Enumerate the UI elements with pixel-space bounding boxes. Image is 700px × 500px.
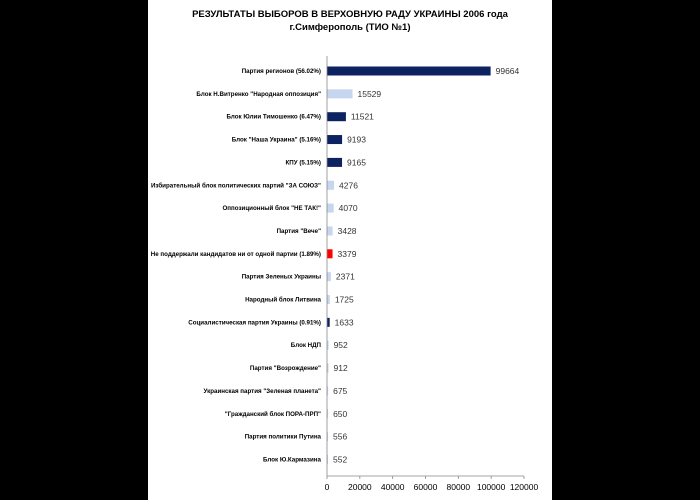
category-label: Партия регионов (56.02%) (241, 68, 321, 75)
data-label: 4276 (339, 180, 358, 191)
data-label: 11521 (350, 111, 374, 122)
data-label: 912 (333, 363, 348, 374)
data-label: 675 (333, 385, 348, 396)
bar (327, 135, 342, 144)
bar (327, 67, 491, 76)
bar (327, 295, 330, 304)
x-tick-label: 0 (324, 482, 330, 492)
x-tick-label: 60000 (413, 482, 438, 492)
data-label: 556 (333, 431, 348, 442)
category-label: Партия Зеленых Украины (241, 273, 321, 281)
x-tick-label: 100000 (476, 482, 506, 492)
chart-title: РЕЗУЛЬТАТЫ ВЫБОРОВ В ВЕРХОВНУЮ РАДУ УКРАИНЫ 2006 года (192, 9, 508, 20)
category-label: Партия политики Путина (244, 433, 321, 441)
category-label: Блок НДП (290, 342, 321, 350)
category-label: Блок Ю.Кармазина (262, 456, 321, 464)
data-label: 99664 (495, 66, 520, 76)
category-label: Блок "Наша Украина" (5.16%) (231, 136, 321, 144)
category-label: Народный блок Литвина (245, 296, 321, 304)
bar (327, 112, 346, 121)
data-label: 4070 (338, 203, 358, 214)
category-label: Партия "Возрождение" (249, 365, 321, 373)
bar (327, 249, 333, 258)
data-label: 3379 (337, 248, 357, 259)
category-label: "Гражданский блок ПОРА-ПРП" (224, 410, 321, 418)
x-tick-label: 20000 (348, 482, 372, 492)
x-tick-label: 80000 (446, 482, 471, 492)
category-label: Избирательный блок политических партий "ЗА СОЮЗ" (150, 182, 321, 190)
data-label: 2371 (335, 271, 355, 282)
data-label: 9165 (347, 157, 366, 168)
data-label: 952 (333, 340, 348, 351)
value-labels (333, 66, 520, 464)
category-label: Партия "Вече" (276, 227, 321, 235)
bar (327, 158, 342, 167)
category-label: Оппозиционный блок "НЕ ТАК!" (222, 205, 321, 213)
bar (327, 181, 334, 190)
bar (327, 204, 334, 213)
x-tick-label: 40000 (380, 482, 405, 492)
bar-chart (148, 0, 552, 500)
data-label: 3428 (337, 225, 357, 236)
data-label: 9193 (347, 134, 367, 145)
category-label: Украинская партия "Зеленая планета" (203, 387, 321, 395)
category-label: Блок Н.Витренко "Народная оппозиция" (196, 90, 321, 98)
data-label: 1633 (334, 317, 354, 328)
data-label: 1725 (334, 294, 354, 305)
category-label: Не поддержали кандидатов ни от одной партии (1.89%) (150, 250, 321, 258)
category-label: Блок Юлии Тимошенко (6.47%) (226, 113, 321, 121)
category-labels (151, 68, 322, 463)
bar (327, 226, 333, 235)
data-label: 650 (333, 408, 348, 419)
bar (327, 272, 331, 281)
chart-subtitle: г.Симферополь (ТИО №1) (289, 22, 411, 33)
data-label: 552 (333, 454, 348, 465)
data-label: 15529 (357, 88, 382, 99)
category-label: Социалистическая партия Украины (0.91%) (188, 319, 321, 327)
x-tick-label: 120000 (509, 482, 539, 492)
chart-card (148, 0, 552, 500)
category-label: КПУ (5.15%) (285, 159, 321, 167)
bar (327, 318, 330, 327)
bars (327, 67, 491, 464)
bar (327, 89, 352, 98)
